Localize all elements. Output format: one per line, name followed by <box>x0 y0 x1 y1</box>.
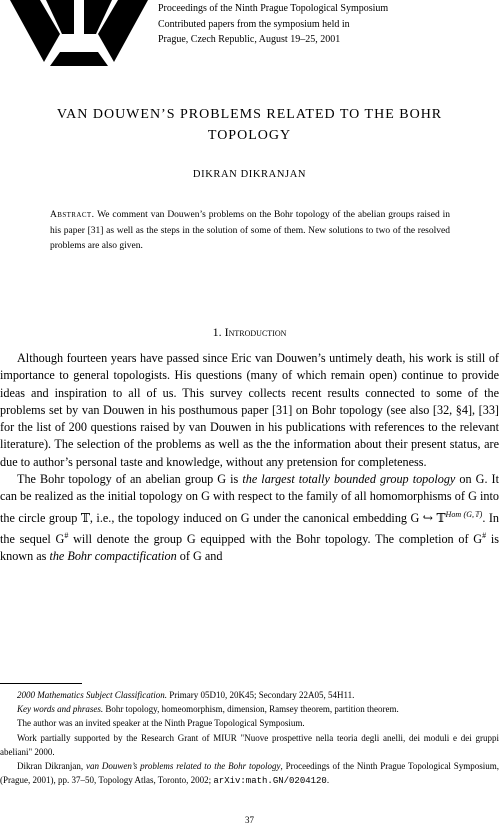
proceedings-header <box>158 1 498 48</box>
footnote-keywords: Key words and phrases. Bohr topology, homeomorphism, dimension, Ramsey theorem, partition theorem. <box>17 704 399 715</box>
footnotes <box>0 688 499 788</box>
prague-symposium-logo-icon <box>10 0 148 68</box>
paper-title <box>0 104 499 146</box>
footnote-rule <box>0 683 82 684</box>
body-text <box>0 350 499 566</box>
section-number: 1. <box>212 325 222 339</box>
proceedings-line: Proceedings of the Ninth Prague Topological Symposium <box>158 3 389 14</box>
page-number: 37 <box>245 815 254 825</box>
title-line: TOPOLOGY <box>207 128 292 143</box>
section-title: Introduction <box>224 325 287 339</box>
section-heading <box>0 325 499 340</box>
paragraph: The Bohr topology of an abelian group G is the largest totally bounded group topology on G. It can be realized as the initial topology on G with respect to the family of all homomorphisms of G into the circle group 𝕋, i.e., the topology induced on G under the canonical embedding G ↪ 𝕋$^{Hom (G,𝕋)}$. In the sequel G# will denote the group G equipped with the Bohr topology. The completion of G# is known as the Bohr compactification of G and <box>0 472 499 564</box>
title-line: VAN DOUWEN’S PROBLEMS RELATED TO THE BOHR <box>56 107 443 122</box>
author-name: DIKRAN DIKRANJAN <box>192 169 307 180</box>
arxiv-link[interactable]: arXiv:math.GN/0204120 <box>213 776 327 787</box>
abstract-text: We comment van Douwen’s problems on the Bohr topology of the abelian groups raised in his paper [31] as well as the steps in the solution of some of them. New solutions to two of the resolved problems are also given. <box>50 210 450 251</box>
abstract <box>50 208 450 255</box>
footnote-citation: Dikran Dikranjan, van Douwen’s problems related to the Bohr topology, Proceedings of the Ninth Prague Topological Symposium, (Prague, 2001), pp. 37–50, Topology Atlas, Toronto, 2002; arXiv:math.GN/0204120. <box>0 761 499 787</box>
proceedings-line: Prague, Czech Republic, August 19–25, 2001 <box>158 34 341 45</box>
abstract-label: Abstract. <box>50 210 95 220</box>
footnote-grant: Work partially supported by the Research Grant of MIUR "Nuove prospettive nella teoria degli anelli, dei moduli e dei gruppi abeliani" 2000. <box>0 732 499 757</box>
footnote-msc: 2000 Mathematics Subject Classification. Primary 05D10, 20K45; Secondary 22A05, 54H11. <box>17 690 355 700</box>
proceedings-line: Contributed papers from the symposium held in <box>158 18 350 30</box>
footnote-speaker: The author was an invited speaker at the Ninth Prague Topological Symposium. <box>17 718 305 729</box>
paragraph: Although fourteen years have passed since Eric van Douwen’s untimely death, his work is still of importance to general topologists. His questions (many of which remain open) continue to provide ideas and inspiration to all of us. This survey collects recent results connected to some of the problems set by van Douwen in his posthumous paper [31] on Bohr topology (see also [32, §4], [33] for the list of 200 questions raised by van Douwen in his publications with references to the relevant literature). The selection of the problems as well as the the information about their present status, are due to author’s personal taste and knowledge, without any pretension for completeness. <box>0 351 499 469</box>
